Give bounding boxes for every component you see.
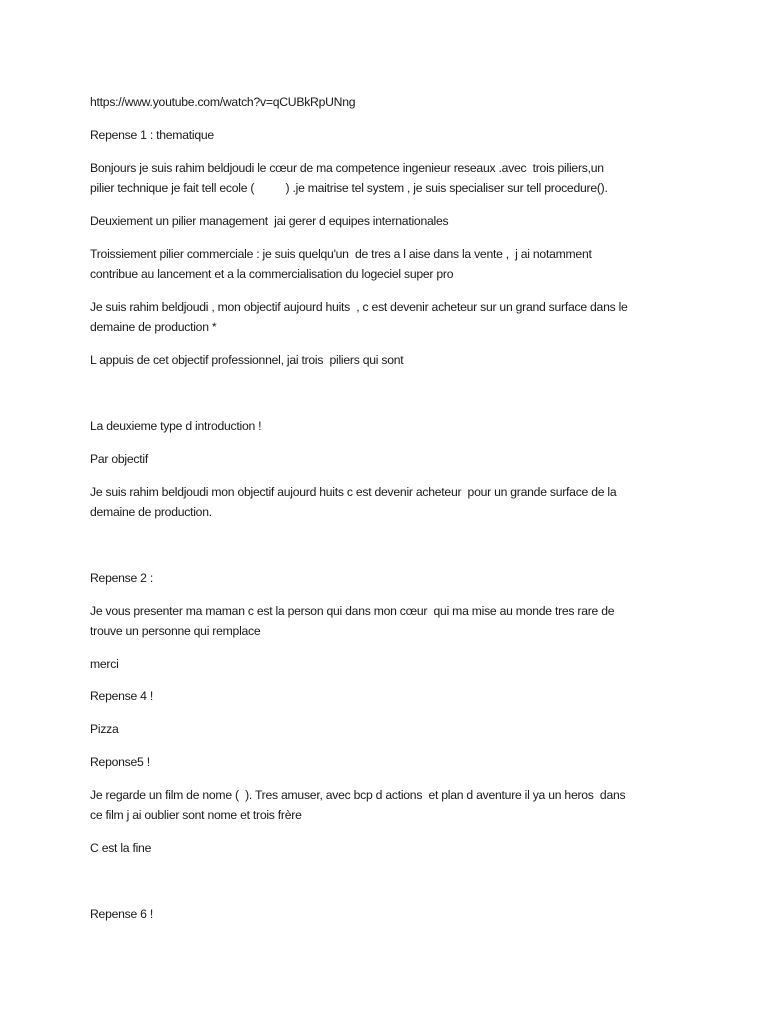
heading-repense-1: Repense 1 : thematique <box>90 128 214 142</box>
text-merci: merci <box>90 657 119 671</box>
paragraph-intro-line-1: Bonjours je suis rahim beldjoudi le cœur de ma competence ingenieur reseaux .avec trois piliers,un <box>90 161 604 175</box>
paragraph-piliers: L appuis de cet objectif professionnel, jai trois piliers qui sont <box>90 353 404 367</box>
heading-repense-2: Repense 2 : <box>90 571 153 585</box>
paragraph-commercial-line-2: contribue au lancement et a la commercialisation du logeciel super pro <box>90 267 454 281</box>
heading-repense-6: Repense 6 ! <box>90 907 153 921</box>
text-fine: C est la fine <box>90 841 152 855</box>
paragraph-objectif-line-1: Je suis rahim beldjoudi mon objectif aujourd huits c est devenir acheteur pour un grande surface de la <box>90 485 617 499</box>
paragraph-intro-line-2: pilier technique je fait tell ecole ( ) .je maitrise tel system , je suis specialiser sur tell procedure(). <box>90 181 608 195</box>
paragraph-maman-line-1: Je vous presenter ma maman c est la person qui dans mon cœur qui ma mise au monde tres rare de <box>90 604 615 618</box>
heading-par-objectif: Par objectif <box>90 452 148 466</box>
youtube-url: https://www.youtube.com/watch?v=qCUBkRpUNng <box>90 95 356 109</box>
paragraph-objective-line-2: demaine de production * <box>90 320 217 334</box>
heading-repense-4: Repense 4 ! <box>90 689 153 703</box>
paragraph-management: Deuxiement un pilier management jai gerer d equipes internationales <box>90 214 449 228</box>
text-pizza: Pizza <box>90 722 119 736</box>
paragraph-film-line-2: ce film j ai oublier sont nome et trois frère <box>90 808 302 822</box>
paragraph-maman-line-2: trouve un personne qui remplace <box>90 624 261 638</box>
heading-reponse-5: Reponse5 ! <box>90 755 150 769</box>
heading-intro-2: La deuxieme type d introduction ! <box>90 419 262 433</box>
paragraph-film-line-1: Je regarde un film de nome ( ). Tres amuser, avec bcp d actions et plan d aventure il ya un heros dans <box>90 788 626 802</box>
paragraph-objective-line-1: Je suis rahim beldjoudi , mon objectif aujourd huits , c est devenir acheteur sur un grand surface dans le <box>90 300 628 314</box>
paragraph-objectif-line-2: demaine de production. <box>90 505 212 519</box>
paragraph-commercial-line-1: Troissiement pilier commerciale : je suis quelqu'un de tres a l aise dans la vente , j ai notamment <box>90 247 592 261</box>
